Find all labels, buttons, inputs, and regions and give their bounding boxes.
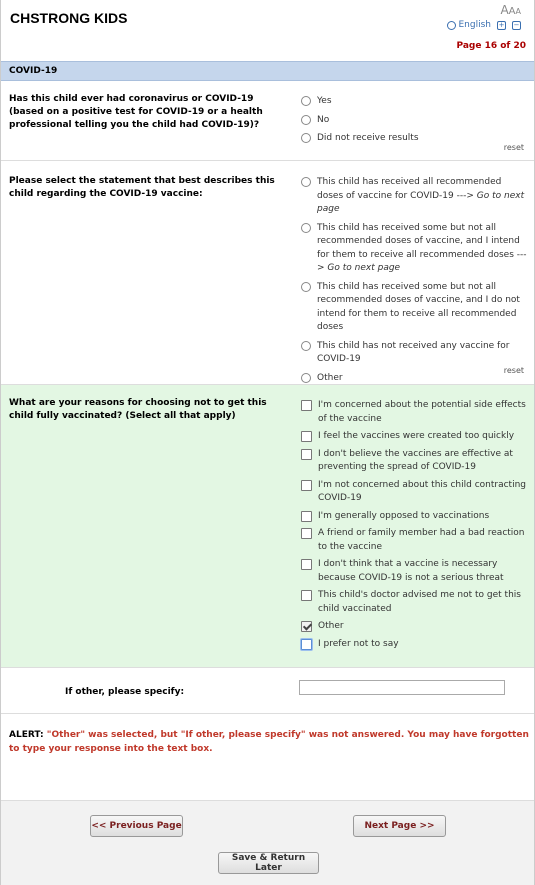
radio-button[interactable] [301, 282, 311, 292]
checkbox-option-other[interactable]: Other [301, 620, 529, 634]
radio-group [301, 95, 529, 151]
radio-option-no[interactable]: No [301, 114, 529, 128]
checkbox[interactable] [301, 590, 312, 601]
save-and-return-button[interactable]: Save & Return Later [218, 852, 319, 874]
question-reasons-not-vaccinated [1, 385, 534, 668]
page-header [1, 0, 534, 60]
survey-title: CHSTRONG KIDS [10, 10, 128, 26]
language-label: English [458, 20, 491, 30]
checkbox-option-doctor-advised[interactable]: This child's doctor advised me not to get this child vaccinated [301, 589, 529, 616]
checkbox-option-not-necessary[interactable]: I don't think that a vaccine is necessary because COVID-19 is not a serious threat [301, 558, 529, 585]
page-indicator: Page 16 of 20 [456, 41, 526, 51]
radio-button[interactable] [301, 133, 311, 143]
question-label: Please select the statement that best describes this child regarding the COVID-19 vaccine: [9, 176, 275, 199]
checkbox-option-prefer-not-say[interactable]: I prefer not to say [301, 638, 529, 652]
radio-option-other[interactable]: Other [301, 372, 529, 386]
reset-link[interactable]: reset [503, 143, 524, 152]
question-vaccine-status [1, 161, 534, 385]
checkbox[interactable] [301, 511, 312, 522]
checkbox-option-created-quickly[interactable]: I feel the vaccines were created too quickly [301, 430, 529, 444]
alert-message [9, 728, 529, 756]
skip-note: Go to next page [327, 263, 401, 273]
language-selector[interactable] [447, 20, 522, 30]
radio-button[interactable] [301, 341, 311, 351]
checkbox[interactable] [301, 559, 312, 570]
alert-text: "Other" was selected, but "If other, please specify" was not answered. You may have forgotten to type your response into the text box. [9, 730, 529, 754]
row-divider [1, 713, 534, 714]
collapse-minus-icon[interactable]: − [513, 20, 520, 29]
checkbox-checked[interactable] [301, 621, 312, 632]
checkbox[interactable] [301, 480, 312, 491]
radio-button[interactable] [301, 115, 311, 125]
skip-note: Go to next page [317, 190, 525, 214]
radio-option-all-doses[interactable]: This child has received all recommended doses of vaccine for COVID-19 ---> Go to next page [301, 176, 529, 217]
font-size-large-button[interactable]: A [500, 3, 509, 17]
question-label: What are your reasons for choosing not to get this child fully vaccinated? (Select all that apply) [9, 398, 267, 421]
font-size-small-button[interactable]: A [515, 7, 521, 16]
radio-group [301, 176, 529, 390]
alert-label: ALERT: [9, 730, 44, 740]
checkbox-option-not-effective[interactable]: I don't believe the vaccines are effective at preventing the spread of COVID-19 [301, 448, 529, 475]
radio-button[interactable] [301, 223, 311, 233]
globe-icon [447, 21, 456, 30]
reset-link[interactable]: reset [503, 366, 524, 375]
checkbox[interactable] [301, 449, 312, 460]
font-size-medium-button[interactable]: A [508, 6, 516, 17]
radio-button[interactable] [301, 96, 311, 106]
other-specify-input[interactable] [299, 680, 505, 695]
radio-option-yes[interactable]: Yes [301, 95, 529, 109]
section-header: COVID-19 [1, 61, 534, 81]
question-label: Has this child ever had coronavirus or COVID-19 (based on a positive test for COVID-19 or a health professional telling you the child had COVID-19)? [9, 94, 263, 130]
next-page-button[interactable]: Next Page >> [353, 815, 446, 837]
checkbox-option-bad-reaction[interactable]: A friend or family member had a bad reaction to the vaccine [301, 527, 529, 554]
expand-plus-icon[interactable]: + [498, 20, 505, 29]
checkbox[interactable] [301, 528, 312, 539]
checkbox-option-opposed[interactable]: I'm generally opposed to vaccinations [301, 510, 529, 524]
checkbox[interactable] [301, 639, 312, 650]
question-covid-history [1, 82, 534, 161]
other-specify-label: If other, please specify: [65, 687, 185, 697]
checkbox[interactable] [301, 431, 312, 442]
checkbox-option-not-concerned[interactable]: I'm not concerned about this child contracting COVID-19 [301, 479, 529, 506]
radio-button[interactable] [301, 373, 311, 383]
previous-page-button[interactable]: << Previous Page [90, 815, 183, 837]
radio-option-none[interactable]: This child has not received any vaccine for COVID-19 [301, 340, 529, 367]
checkbox-group [301, 399, 529, 655]
radio-option-some-not-intend[interactable]: This child has received some but not all recommended doses of vaccine, and I do not intend for them to receive all recommended doses [301, 281, 529, 335]
radio-option-no-results[interactable]: Did not receive results [301, 132, 529, 146]
font-size-controls [500, 3, 521, 17]
radio-option-some-intend[interactable]: This child has received some but not all recommended doses of vaccine, and I intend for them to receive all recommended doses --- > Go to next page [301, 222, 529, 276]
radio-button[interactable] [301, 177, 311, 187]
checkbox-option-side-effects[interactable]: I'm concerned about the potential side effects of the vaccine [301, 399, 529, 426]
checkbox[interactable] [301, 400, 312, 411]
